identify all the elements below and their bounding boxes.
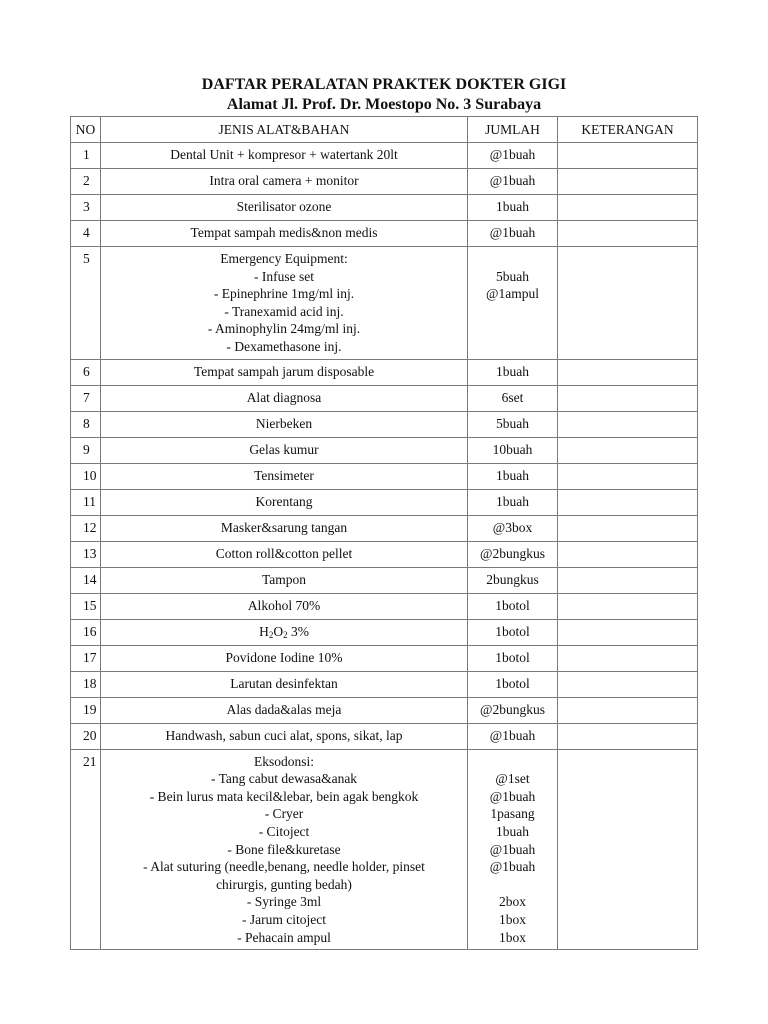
quantity-line: 1buah (496, 823, 529, 839)
item-note (558, 723, 698, 749)
row-number: 7 (71, 385, 101, 411)
table-row (71, 489, 698, 515)
table-row (71, 593, 698, 619)
item-line: - Bein lurus mata kecil&lebar, bein agak bengkok (149, 788, 419, 804)
item-quantity: 1buah (468, 463, 558, 489)
table-row (71, 541, 698, 567)
item-name: Cotton roll&cotton pellet (101, 541, 468, 567)
quantity-line: @1ampul (486, 286, 539, 302)
item-name: Sterilisator ozone (101, 195, 468, 221)
row-number: 8 (71, 411, 101, 437)
table-row (71, 749, 698, 950)
item-note (558, 247, 698, 360)
table-row (71, 169, 698, 195)
table-row (71, 221, 698, 247)
row-number: 3 (71, 195, 101, 221)
item-name: Tensimeter (101, 463, 468, 489)
quantity-line: 2box (499, 894, 526, 910)
item-quantity: 1buah (468, 195, 558, 221)
row-number: 6 (71, 359, 101, 385)
item-note (558, 697, 698, 723)
table-row (71, 463, 698, 489)
table-row (71, 437, 698, 463)
table-row (71, 515, 698, 541)
item-name: Alat diagnosa (101, 385, 468, 411)
row-number: 4 (71, 221, 101, 247)
item-note (558, 411, 698, 437)
row-number: 16 (71, 619, 101, 645)
item-name: Korentang (101, 489, 468, 515)
column-header-no: NO (71, 117, 101, 143)
row-number: 12 (71, 515, 101, 541)
row-number: 2 (71, 169, 101, 195)
quantity-line (468, 753, 557, 771)
item-name: Povidone Iodine 10% (101, 645, 468, 671)
item-line: - Aminophylin 24mg/ml inj. (207, 321, 361, 337)
quantity-line: 1box (499, 911, 526, 927)
item-line: - Jarum citoject (242, 911, 326, 927)
formula-o: O (273, 623, 284, 639)
item-note (558, 437, 698, 463)
item-quantity: 5buah (468, 411, 558, 437)
item-note (558, 143, 698, 169)
item-line: - Pehacain ampul (237, 929, 331, 945)
item-quantity: 10buah (468, 437, 558, 463)
item-quantity: @1buah (468, 221, 558, 247)
row-number: 20 (71, 723, 101, 749)
quantity-line: @1buah (489, 841, 536, 857)
quantity-line: @1set (495, 771, 530, 787)
item-note (558, 541, 698, 567)
table-row (71, 697, 698, 723)
item-line: chirurgis, gunting bedah) (216, 876, 352, 892)
item-line: - Cryer (264, 806, 304, 822)
item-name: Larutan desinfektan (101, 671, 468, 697)
item-line: - Alat suturing (needle,benang, needle holder, pinset (143, 859, 425, 875)
table-row (71, 195, 698, 221)
row-number: 15 (71, 593, 101, 619)
formula-h: H (259, 623, 269, 639)
quantity-line: 1box (499, 929, 526, 945)
item-note (558, 619, 698, 645)
quantity-line (468, 250, 557, 268)
table-header-row (71, 117, 698, 143)
formula-rest: 3% (287, 623, 309, 639)
row-number: 18 (71, 671, 101, 697)
item-note (558, 515, 698, 541)
table-row (71, 143, 698, 169)
item-name: Dental Unit + kompresor + watertank 20lt (101, 143, 468, 169)
table-row (71, 671, 698, 697)
table-row (71, 411, 698, 437)
item-line: - Syringe 3ml (246, 894, 322, 910)
item-note (558, 645, 698, 671)
item-name: Alas dada&alas meja (101, 697, 468, 723)
item-name (101, 619, 468, 645)
row-number: 11 (71, 489, 101, 515)
item-name: Alkohol 70% (101, 593, 468, 619)
item-quantity: 1botol (468, 645, 558, 671)
item-note (558, 359, 698, 385)
item-note (558, 385, 698, 411)
item-quantity (468, 749, 558, 950)
table-row (71, 359, 698, 385)
item-name: Tempat sampah medis&non medis (101, 221, 468, 247)
item-name (101, 247, 468, 360)
item-name: Nierbeken (101, 411, 468, 437)
item-note (558, 593, 698, 619)
item-quantity: @1buah (468, 143, 558, 169)
quantity-line: @1buah (489, 859, 536, 875)
item-quantity: 1buah (468, 359, 558, 385)
table-row (71, 385, 698, 411)
row-number: 1 (71, 143, 101, 169)
table-row (71, 247, 698, 360)
item-quantity: 2bungkus (468, 567, 558, 593)
table-row (71, 619, 698, 645)
item-quantity: @1buah (468, 169, 558, 195)
item-line: - Tranexamid acid inj. (224, 303, 344, 319)
row-number: 9 (71, 437, 101, 463)
row-number: 17 (71, 645, 101, 671)
item-quantity: @2bungkus (468, 697, 558, 723)
item-note (558, 749, 698, 950)
item-quantity: 6set (468, 385, 558, 411)
item-note (558, 221, 698, 247)
quantity-line: @1buah (489, 788, 536, 804)
row-number: 14 (71, 567, 101, 593)
item-line: - Dexamethasone inj. (226, 338, 342, 354)
row-number: 19 (71, 697, 101, 723)
item-quantity: @2bungkus (468, 541, 558, 567)
item-note (558, 671, 698, 697)
item-note (558, 567, 698, 593)
row-number: 10 (71, 463, 101, 489)
item-name: Tampon (101, 567, 468, 593)
document-address: Alamat Jl. Prof. Dr. Moestopo No. 3 Surabaya (226, 96, 542, 113)
document-title: DAFTAR PERALATAN PRAKTEK DOKTER GIGI (201, 76, 567, 93)
item-name: Masker&sarung tangan (101, 515, 468, 541)
table-row (71, 567, 698, 593)
item-line: - Epinephrine 1mg/ml inj. (213, 286, 355, 302)
item-name: Intra oral camera + monitor (101, 169, 468, 195)
table-row (71, 723, 698, 749)
item-quantity: @3box (468, 515, 558, 541)
column-header-keterangan: KETERANGAN (558, 117, 698, 143)
row-number: 21 (71, 749, 101, 950)
item-line: - Citoject (258, 823, 310, 839)
item-quantity: 1botol (468, 593, 558, 619)
item-note (558, 463, 698, 489)
item-line: - Tang cabut dewasa&anak (210, 771, 358, 787)
item-name: Tempat sampah jarum disposable (101, 359, 468, 385)
item-line: - Infuse set (254, 268, 314, 284)
item-line: Emergency Equipment: (220, 251, 348, 266)
equipment-table (70, 116, 698, 950)
item-name: Gelas kumur (101, 437, 468, 463)
item-quantity: @1buah (468, 723, 558, 749)
quantity-line (468, 876, 557, 894)
item-note (558, 169, 698, 195)
item-note (558, 489, 698, 515)
item-name (101, 749, 468, 950)
row-number: 13 (71, 541, 101, 567)
column-header-jumlah: JUMLAH (468, 117, 558, 143)
item-line: Eksodonsi: (253, 753, 314, 769)
item-quantity: 1botol (468, 671, 558, 697)
item-line: - Bone file&kuretase (227, 841, 341, 857)
formula-subscript: 2 (283, 629, 288, 640)
item-note (558, 195, 698, 221)
item-quantity: 1botol (468, 619, 558, 645)
item-quantity (468, 247, 558, 360)
item-name: Handwash, sabun cuci alat, spons, sikat, lap (101, 723, 468, 749)
formula-subscript: 2 (268, 629, 274, 640)
column-header-jenis: JENIS ALAT&BAHAN (101, 117, 468, 143)
quantity-line: 5buah (496, 268, 529, 284)
row-number: 5 (71, 247, 101, 360)
item-quantity: 1buah (468, 489, 558, 515)
quantity-line: 1pasang (490, 806, 535, 822)
table-row (71, 645, 698, 671)
